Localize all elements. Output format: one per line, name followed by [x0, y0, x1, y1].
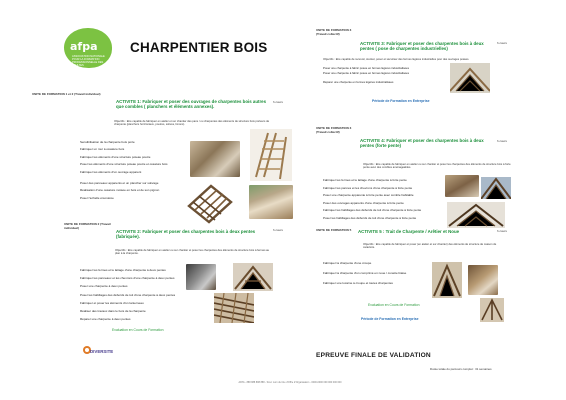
list-item: Réparer une charpente en fermes légères industrialisées	[323, 80, 394, 84]
list-item: Fabriquer et poser les éléments d'un lanterneau	[80, 300, 144, 305]
list-item: Fabriquer les fermes et le lattage d'une charpente à forte pente	[323, 178, 407, 182]
list-item: Fabriquer les éléments d'une structure poteau poutre	[80, 154, 151, 159]
unit-1-label: UNITE DE FORMATION 1 et 2 (Travail individuel)	[32, 92, 101, 96]
activity-4-hours: h cours	[497, 139, 507, 143]
activity-5-objective: Objectifs : Etre capable de fabriquer et poser (en atelier et sur chantier) des éléments de structure de maison de caractère.	[363, 243, 497, 250]
list-item: Poser des ouvrages apparents d'une charpente à forte pente	[323, 200, 404, 205]
activity-1-objective: Objectifs : Etre capable de fabriquer en atelier et sur chantier des pans / ou charpentes des éléments de structure bois porteurs de charpente (planchers horizontaux, poutres, solives, limons).	[114, 120, 270, 127]
timber-stair-frame-photo	[250, 129, 292, 181]
list-item: Poser les habillages des débords de toit d'une charpente à forte pente	[323, 215, 417, 220]
industrial-trusses-photo	[450, 63, 490, 93]
list-item: Réaliser des travaux dans le bois de la charpente	[80, 309, 146, 314]
footer-text: AFPA - 888 888 888 888 - Siret: nom du titre d'Offre d'Organisation - 0000-0000 000 000 000 000	[238, 381, 342, 384]
activity-2-title: ACTIVITE 2: Fabriquer et poser des charpentes bois à deux pentes (fabriquée).	[116, 229, 256, 240]
logo-name: afpa	[70, 40, 98, 53]
list-item: Réparer une charpente à deux pentes	[80, 317, 131, 322]
list-item: Fabriquer la charpente d'un comprimé en noue / cunette biaise	[323, 271, 407, 275]
roof-structure-photo	[447, 202, 505, 228]
list-item: Fabriquer une lucarne à croupe et toutes charpentes	[323, 281, 393, 285]
list-item: Poser les éléments d'une structure poteau poutre et ossature bois	[80, 162, 168, 167]
list-item: Fabriquer un mur à ossature bois	[80, 147, 125, 152]
activity-2-hours: h cours	[273, 228, 283, 232]
activity-2-list	[80, 266, 190, 323]
list-item: Poser l'échelle énumérée	[80, 195, 114, 200]
unit-3-label: UNITE DE FORMATION 3 (Travail collectif)	[316, 28, 352, 36]
list-item: Poser une charpente à fabric posée en fermes légères industrialisées	[323, 71, 409, 75]
activity-4-title: ACTIVITE 4: Fabriquer et poser des charpentes bois à deux pentes (forte pente)	[360, 138, 484, 149]
logo-subtitle: ASSOCIATION NATIONALE POUR LA FORMATION PROFESSIONNELLE DES ADULTES	[72, 55, 105, 67]
activity-5-period: Période de Formation en Entreprise	[361, 317, 419, 321]
workshop-photo	[190, 141, 240, 177]
list-item: Réalisation d'une ossature moisée en bois et de son pignon	[80, 188, 160, 193]
attic-frame-photo	[481, 177, 511, 199]
activity-1-hours: h cours	[273, 100, 283, 104]
unit-4-label: UNITE DE FORMATION 3 (Travail collectif)	[316, 126, 352, 134]
list-item: Fabriquer les éléments d'un ouvrage apparent	[80, 169, 142, 174]
list-item: Poser les habillages des débords de toit d'une charpente à deux pentes	[80, 292, 176, 297]
list-item: Poser une charpente à deux pentes	[80, 284, 128, 289]
building-photo	[249, 185, 293, 219]
activity-2-objective: Objectifs : Etre capable de fabriquer en atelier ou sur chantier et poser les charpentes des éléments de structure bois à fermes au plan à la charpente.	[115, 249, 270, 256]
list-item: Fabriquer les panneaux et les chevrons d'une charpente à deux pentes	[80, 276, 175, 281]
roof-rafters-photo	[214, 293, 254, 323]
activity-5-list	[323, 258, 433, 288]
hip-roof-photo	[432, 262, 462, 298]
list-item: Fabriquer les fermes et le lattage d'une charpente à deux pentes	[80, 268, 166, 272]
activity-1-list	[80, 139, 190, 202]
activity-4-list	[323, 177, 438, 223]
timber-frame-photo	[185, 180, 235, 226]
page-title: CHARPENTIER BOIS	[130, 40, 268, 55]
activity-1-title: ACTIVITE 1: Fabriquer et poser des ouvrages de charpentes bois autres que combles ( planchers et éléments annexes).	[116, 99, 267, 110]
list-item: Poser une charpente à fabric posée en fermes légères industrialisées	[323, 66, 409, 70]
activity-3-hours: h cours	[497, 41, 507, 45]
list-item: Fabriquer les habillages des débords de toit d'une charpente à forte pente	[323, 208, 422, 213]
list-item: Fabriquer les pannes et les chevrons d'une charpente à forte pente	[323, 185, 413, 190]
activity-5-hours: h cours	[497, 229, 507, 233]
dormer-photo	[468, 265, 498, 295]
final-validation-title: EPREUVE FINALE DE VALIDATION	[316, 352, 431, 359]
activity-4-objective: Objectifs : Etre capable de fabriquer en atelier ou sur chantier et poser les charpentes des éléments de structure bois à forte pente avec des combles aménageables.	[363, 163, 511, 170]
activity-3-title: ACTIVITE 3: Fabriquer et poser des charpentes bois à deux pentes ( pose de charpentes industrielles)	[360, 41, 484, 52]
activity-3-list	[323, 66, 441, 85]
diversity-label: DIVERSITE	[90, 349, 114, 354]
activity-5-title: ACTIVITE 5 : Trait de Charpente / Arêtier et Noue	[358, 229, 460, 234]
roof-frame-photo	[233, 263, 273, 291]
total-duration: Durée totale du parcours complet : 31 semaines	[430, 367, 492, 371]
list-item: Fabriquer la charpente d'une croupe	[323, 261, 372, 265]
activity-5-evaluation: Evaluation en Cours de Formation	[368, 303, 420, 307]
valley-frame-photo	[480, 298, 504, 322]
steep-roof-photo	[445, 175, 479, 197]
list-item: Sensibilisation de la charpente bois porte	[80, 140, 135, 144]
afpa-logo	[64, 28, 112, 68]
unit-2-label: UNITE DE FORMATION 2 (Travail individuel)	[64, 222, 111, 230]
list-item: Poser une charpente apparente à forte pente avec comble habitable	[323, 193, 414, 198]
list-item: Poser des panneaux apparents et un plancher sur solivage	[80, 181, 159, 186]
diversity-logo	[82, 343, 120, 359]
activity-3-objective: Objectifs : Etre capable de recevoir, stocker, poser et sécuriser des fermes légères industrielles pour des ouvrages posées.	[323, 58, 470, 61]
workers-photo	[186, 264, 216, 290]
unit-5-label: UNITE DE FORMATION 5	[316, 228, 352, 232]
activity-3-period: Période de Formation en Entreprise	[372, 99, 430, 103]
activity-2-evaluation: Evaluation en Cours de Formation	[112, 328, 164, 332]
